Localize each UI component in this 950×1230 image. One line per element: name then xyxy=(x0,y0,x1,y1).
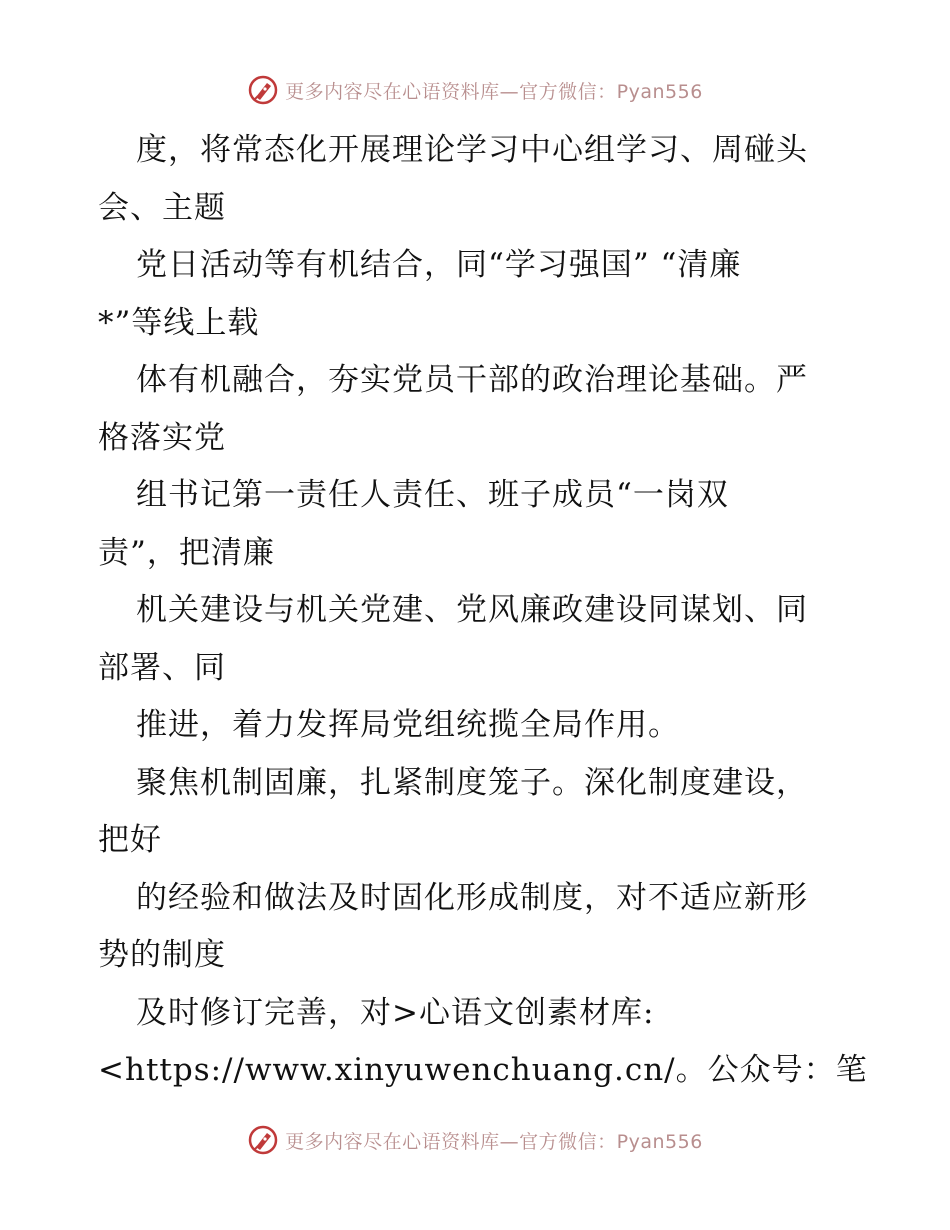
header-watermark xyxy=(0,70,950,110)
pen-nib-circle-icon xyxy=(247,74,279,106)
text-line: 聚焦机制固廉，扎紧制度笼子。深化制度建设， xyxy=(136,764,808,801)
text-line: 的经验和做法及时固化形成制度，对不适应新形 xyxy=(136,879,808,916)
pen-nib-circle-icon xyxy=(247,1124,279,1156)
watermark-text: 更多内容尽在心语资料库—官方微信：Pyan556 xyxy=(285,1130,703,1153)
text-line: 组书记第一责任人责任、班子成员“一岗双 xyxy=(136,477,729,513)
text-line: 体有机融合，夯实党员干部的政治理论基础。严 xyxy=(136,362,808,398)
text-line: 部署、同 xyxy=(98,649,226,686)
text-line: 势的制度 xyxy=(98,937,226,973)
text-line: 党日活动等有机结合，同“学习强国” “清廉 xyxy=(136,247,742,283)
text-line: 度，将常态化开展理论学习中心组学习、周碰头 xyxy=(136,132,808,168)
text-line: 责”，把清廉 xyxy=(98,534,275,571)
footer-watermark xyxy=(0,1120,950,1160)
text-line: <https://www.xinyuwenchuang.cn/。公众号：笔 xyxy=(98,1052,868,1088)
text-line: 及时修订完善，对>心语文创素材库: xyxy=(136,994,655,1031)
document-body xyxy=(98,122,868,1100)
text-line: 把好 xyxy=(98,822,162,858)
text-line: 格落实党 xyxy=(98,419,226,456)
text-line: 推进，着力发挥局党组统揽全局作用。 xyxy=(136,707,680,743)
text-line: 机关建设与机关党建、党风廉政建设同谋划、同 xyxy=(136,592,808,628)
text-line: *”等线上载 xyxy=(98,304,260,341)
watermark-text: 更多内容尽在心语资料库—官方微信：Pyan556 xyxy=(285,80,703,103)
text-line: 会、主题 xyxy=(98,189,226,226)
